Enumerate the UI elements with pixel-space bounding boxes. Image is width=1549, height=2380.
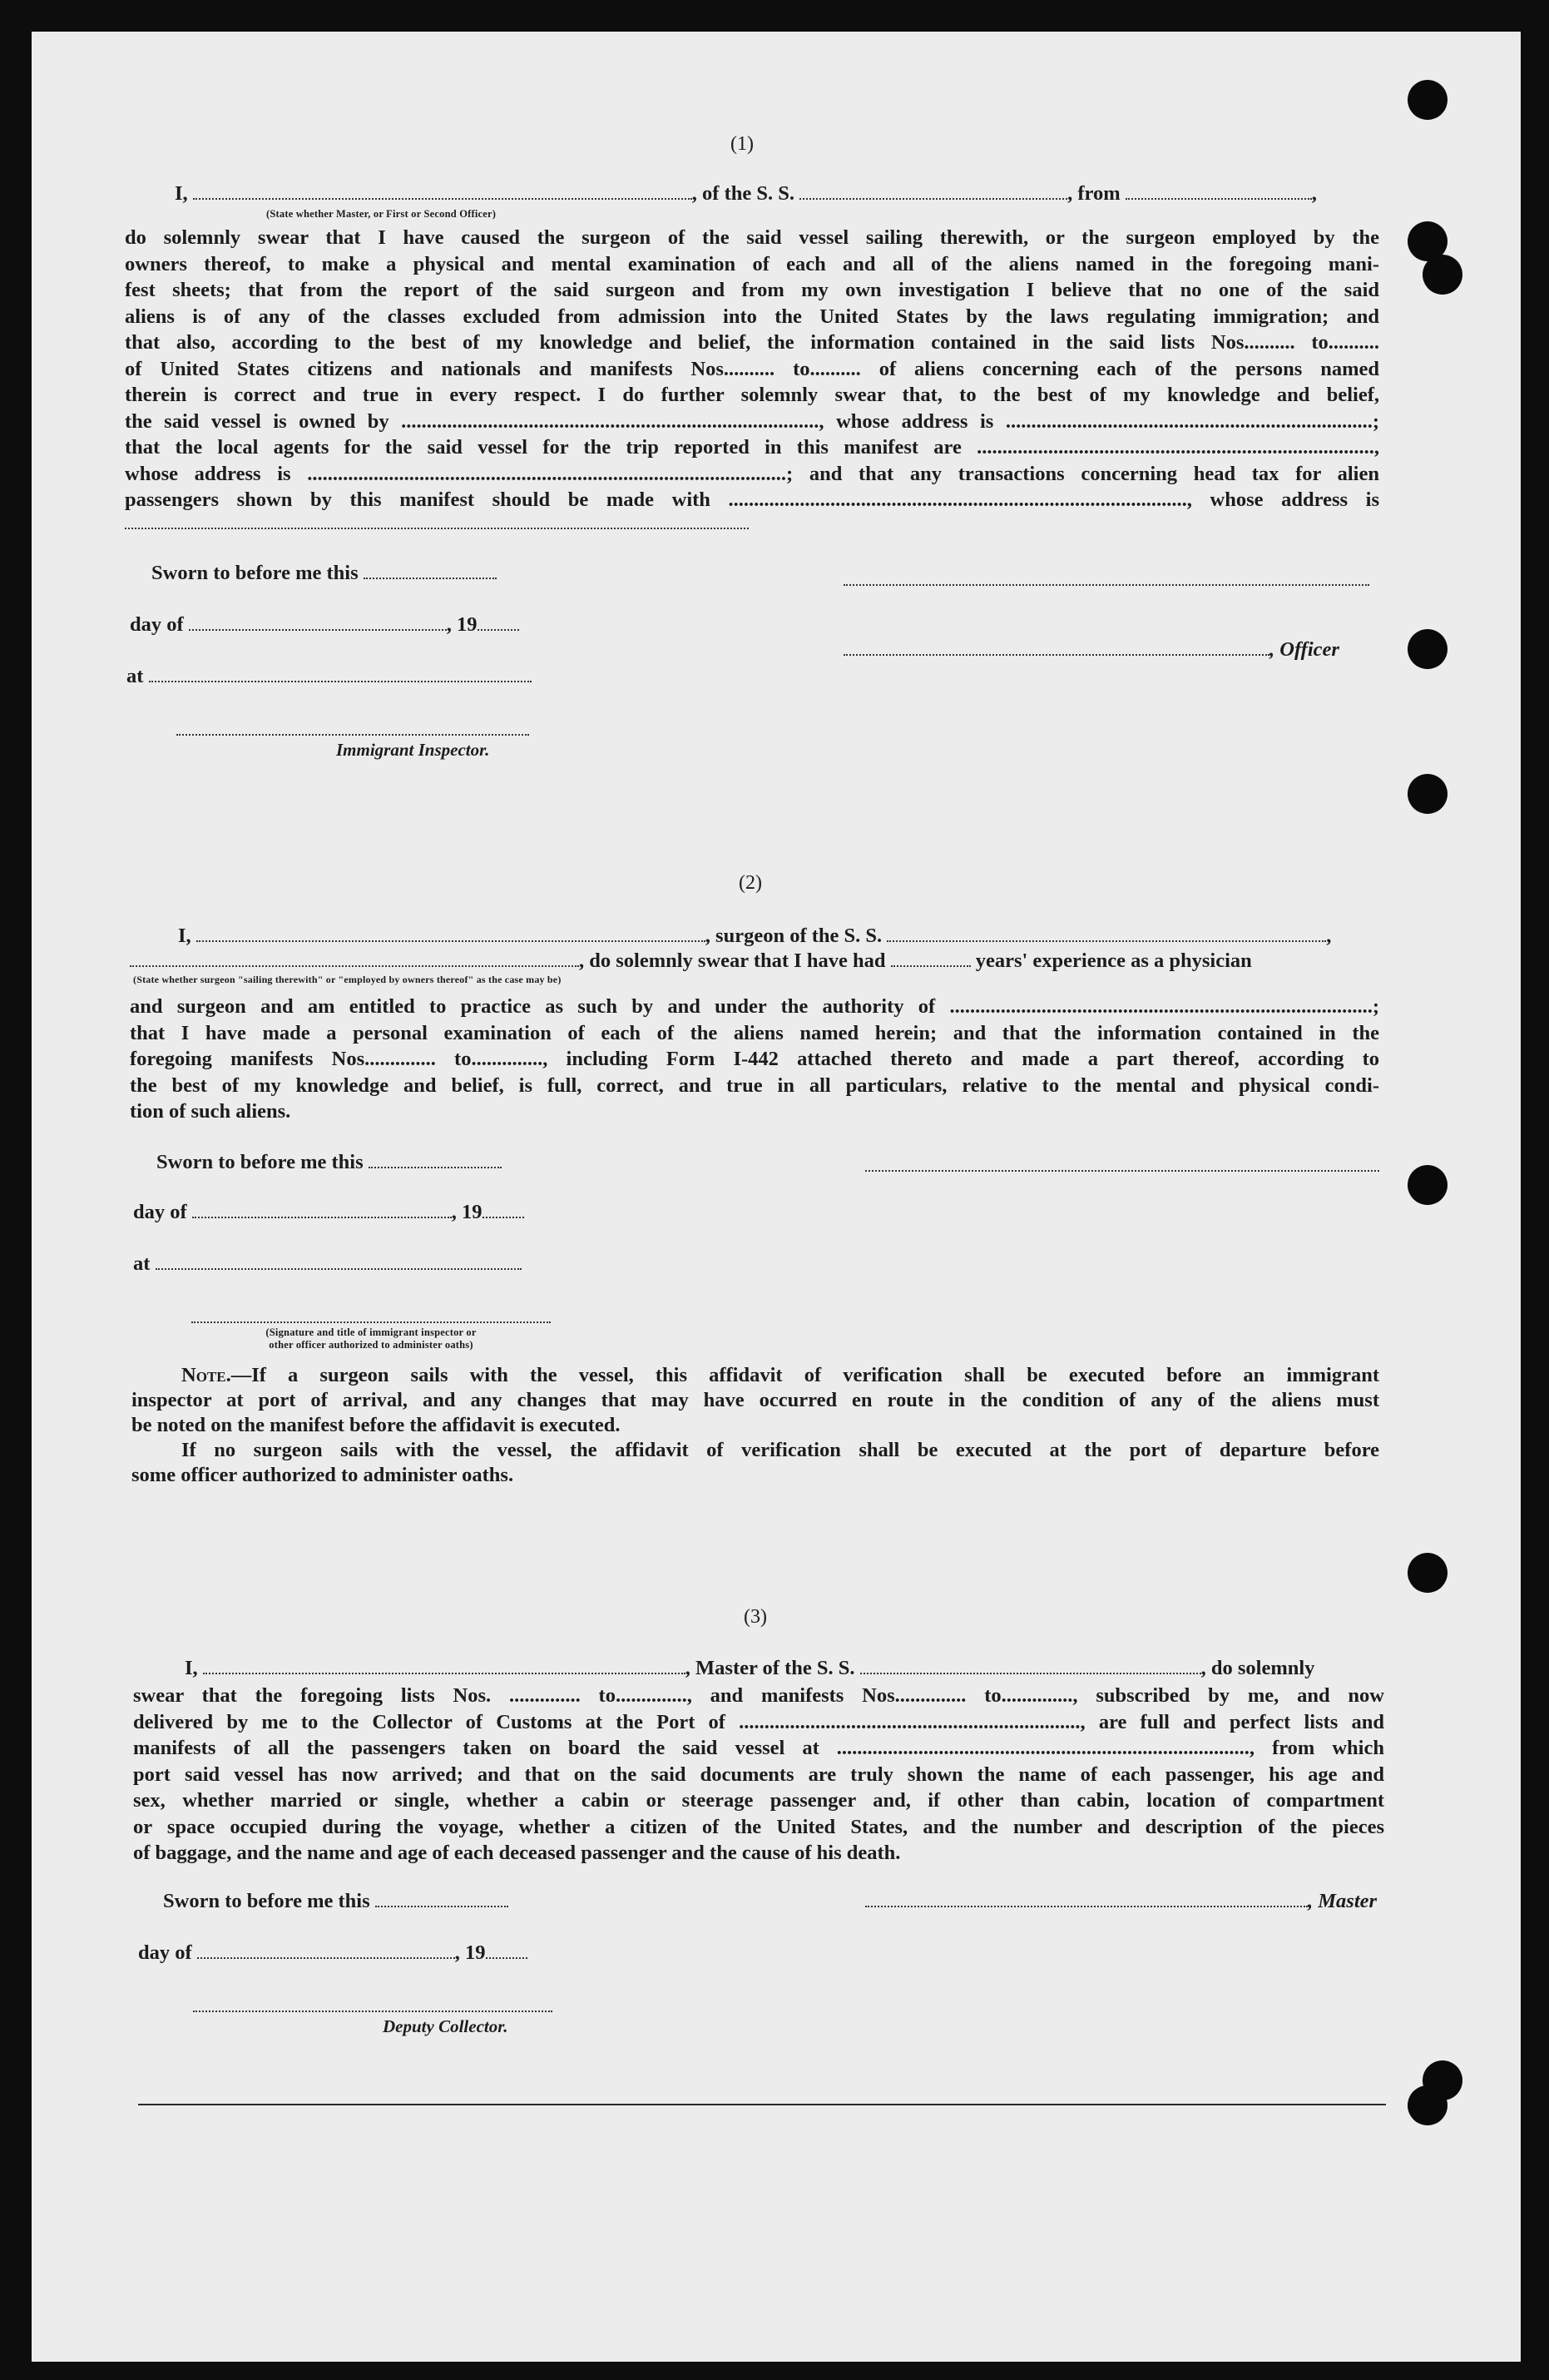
note-block <box>131 1363 1379 1488</box>
paragraph-line: foregoing manifests Nos.............. to.............., including Form I-442 attached thereto and made a part thereof, according to <box>130 1048 1379 1070</box>
month-field[interactable] <box>192 1200 452 1218</box>
ship-name-field[interactable] <box>887 924 1326 942</box>
officer-name-field[interactable] <box>193 181 692 200</box>
day-of-line <box>130 612 519 637</box>
month-field[interactable] <box>197 1941 455 1959</box>
sworn-line <box>156 1150 502 1175</box>
bottom-rule <box>138 2104 1386 2105</box>
signature-note-line: (Signature and title of immigrant inspector or <box>265 1326 477 1338</box>
ship-name-field[interactable] <box>860 1656 1201 1674</box>
sworn-label: Sworn to before me this <box>156 1151 364 1173</box>
paragraph-line: delivered by me to the Collector of Customs at the Port of ..................................................................., are full and perfect lists and <box>133 1710 1384 1733</box>
note-line: If no surgeon sails with the vessel, the affidavit of verification shall be executed at the port of departure before <box>181 1439 1379 1461</box>
section-1-line-1: I, , of the S. S. , from , <box>175 182 1317 205</box>
section-3-number: (3) <box>744 1606 767 1628</box>
sworn-day-field[interactable] <box>369 1150 502 1168</box>
sworn-line <box>163 1889 508 1914</box>
year-label: , 19 <box>446 613 478 636</box>
do-swear-label: , do solemnly swear that I have had <box>579 950 886 972</box>
pronoun-i: I, <box>178 925 191 947</box>
note-line: be noted on the manifest before the affidavit is executed. <box>131 1414 621 1436</box>
section-3-line-1 <box>185 1656 1314 1681</box>
master-signature-field[interactable] <box>865 1889 1308 1907</box>
officer-signature-line-upper[interactable] <box>844 583 1369 586</box>
year-field[interactable] <box>478 612 519 631</box>
paragraph-line: therein is correct and true in every respect. I do further solemnly swear that, to the best of my knowledge and belief, <box>125 384 1379 406</box>
surgeon-type-field[interactable] <box>130 949 579 967</box>
paragraph-line: do solemnly swear that I have caused the surgeon of the said vessel sailing therewith, or the surgeon employed by the <box>125 226 1379 249</box>
at-label: at <box>126 665 144 687</box>
at-place-field[interactable] <box>149 664 532 682</box>
paragraph-line: of United States citizens and nationals and manifests Nos.......... to.......... of aliens concerning each of the persons named <box>125 357 1379 380</box>
note-text: —If a surgeon sails with the vessel, this affidavit of verification shall be executed before an immigrant <box>230 1364 1379 1386</box>
paragraph-line: the said vessel is owned by .................................................................................., whose address is ........................................................................; <box>125 409 1379 433</box>
paragraph-line: that I have made a personal examination of each of the aliens named herein; and that the information contained in the <box>130 1021 1379 1044</box>
day-of-line <box>133 1200 524 1225</box>
punch-hole <box>1408 774 1448 814</box>
punch-hole <box>1423 255 1462 295</box>
years-experience-label: years' experience as a physician <box>975 950 1252 972</box>
punch-hole <box>1408 1553 1448 1593</box>
surgeon-name-field[interactable] <box>196 924 705 942</box>
master-name-field[interactable] <box>203 1656 685 1674</box>
surgeon-signature-line[interactable] <box>865 1168 1379 1172</box>
paragraph-line: tion of such aliens. <box>130 1100 291 1123</box>
officer-signature-line <box>844 637 1339 662</box>
section-1-number: (1) <box>730 133 754 155</box>
do-solemnly-label: , do solemnly <box>1200 1657 1315 1679</box>
paragraph-line: manifests of all the passengers taken on board the said vessel at ................................................................................., from which <box>133 1737 1384 1759</box>
paragraph-line: owners thereof, to make a physical and mental examination of each and all of the aliens named in the foregoing mani- <box>125 252 1379 275</box>
section-3-paragraph <box>133 1683 1384 1867</box>
collector-signature-line[interactable] <box>193 2009 552 2012</box>
section-2-line-2 <box>130 949 1252 974</box>
address-continuation-field[interactable] <box>125 526 749 529</box>
ship-name-field[interactable] <box>799 181 1067 200</box>
pronoun-i: I, <box>175 182 188 205</box>
section-2-line-1: I, , surgeon of the S. S. , <box>178 925 1332 947</box>
punch-hole <box>1408 629 1448 669</box>
paragraph-line: that also, according to the best of my knowledge and belief, the information contained in the said lists Nos.......... to.......... <box>125 331 1379 354</box>
of-ss-label: , of the S. S. <box>691 182 794 205</box>
immigrant-inspector-label: Immigrant Inspector. <box>336 740 490 760</box>
from-port-field[interactable] <box>1126 181 1312 200</box>
surgeon-type-note: (State whether surgeon "sailing therewith" or "employed by owners thereof" as the case may be) <box>133 974 562 985</box>
at-line <box>133 1252 522 1277</box>
master-signature-line <box>865 1889 1377 1914</box>
paragraph-line: passengers shown by this manifest should be made with .........................................................................................., whose address is <box>125 488 1379 511</box>
inspector-signature-line[interactable] <box>176 732 529 736</box>
note-label: Note. <box>181 1364 231 1386</box>
paragraph-line: fest sheets; that from the report of the said surgeon and from my own investigation I believe that no one of the said <box>125 279 1379 301</box>
day-of-line <box>138 1941 527 1966</box>
signature-note-line: other officer authorized to administer oaths) <box>269 1339 473 1351</box>
punch-hole <box>1408 80 1448 120</box>
sworn-label: Sworn to before me this <box>151 562 359 584</box>
year-field[interactable] <box>483 1200 524 1218</box>
paragraph-line: whose address is ..............................................................................................; and that any transactions concerning head tax for alien <box>125 462 1379 485</box>
officer-signature-field[interactable] <box>844 637 1269 656</box>
sworn-day-field[interactable] <box>375 1889 508 1907</box>
note-line <box>131 1363 1379 1388</box>
surgeon-of-label: , surgeon of the S. S. <box>705 925 883 947</box>
officer-type-note: (State whether Master, or First or Second Officer) <box>266 208 497 220</box>
paragraph-line: and surgeon and am entitled to practice as such by and under the authority of ...................................................................................; <box>130 995 1379 1018</box>
from-label: , from <box>1067 182 1121 205</box>
deputy-collector-label: Deputy Collector. <box>383 2016 508 2036</box>
paragraph-line: port said vessel has now arrived; and that on the said documents are truly shown the name of each passenger, his age and <box>133 1763 1384 1786</box>
inspector-signature-line[interactable] <box>191 1320 551 1323</box>
paragraph-line: sex, whether married or single, whether a cabin or steerage passenger and, if other than cabin, location of compartment <box>133 1789 1384 1812</box>
punch-hole <box>1423 2060 1462 2100</box>
officer-label: , Officer <box>1269 638 1339 661</box>
at-label: at <box>133 1252 151 1275</box>
paragraph-line: that the local agents for the said vessel for the trip reported in this manifest are .............................................................................., <box>125 436 1379 459</box>
pronoun-i: I, <box>185 1657 198 1679</box>
day-of-label: day of <box>133 1201 187 1223</box>
section-2-number: (2) <box>739 872 762 894</box>
note-line: some officer authorized to administer oaths. <box>131 1464 514 1486</box>
paragraph-line: aliens is of any of the classes excluded from admission into the United States by the laws regulating immigration; and <box>125 305 1379 328</box>
paragraph-line: or space occupied during the voyage, whether a citizen of the United States, and the number and description of the pieces <box>133 1815 1384 1838</box>
at-line <box>126 664 532 689</box>
master-of-label: , Master of the S. S. <box>685 1657 855 1679</box>
year-label: , 19 <box>454 1941 486 1964</box>
years-field[interactable] <box>891 949 971 967</box>
master-label: , Master <box>1308 1890 1378 1912</box>
signature-note <box>191 1326 551 1351</box>
paragraph-line: the best of my knowledge and belief, is full, correct, and true in all particulars, relative to the mental and physical condi- <box>130 1073 1379 1097</box>
day-of-label: day of <box>138 1941 192 1964</box>
paragraph-line: swear that the foregoing lists Nos. .............. to.............., and manifests Nos.............. to.............., subscribed by me, and now <box>133 1684 1384 1707</box>
punch-hole <box>1408 1165 1448 1205</box>
section-1-paragraph <box>125 225 1379 513</box>
year-field[interactable] <box>486 1941 527 1959</box>
month-field[interactable] <box>189 612 447 631</box>
paragraph-line: of baggage, and the name and age of each deceased passenger and the cause of his death. <box>133 1842 901 1864</box>
year-label: , 19 <box>451 1201 483 1223</box>
sworn-label: Sworn to before me this <box>163 1890 370 1912</box>
section-2-paragraph <box>130 994 1379 1125</box>
sworn-day-field[interactable] <box>364 561 497 579</box>
note-line: inspector at port of arrival, and any changes that may have occurred en route in the condition of any of the aliens must <box>131 1389 1379 1411</box>
at-place-field[interactable] <box>156 1252 522 1270</box>
sworn-line <box>151 561 497 586</box>
day-of-label: day of <box>130 613 184 636</box>
